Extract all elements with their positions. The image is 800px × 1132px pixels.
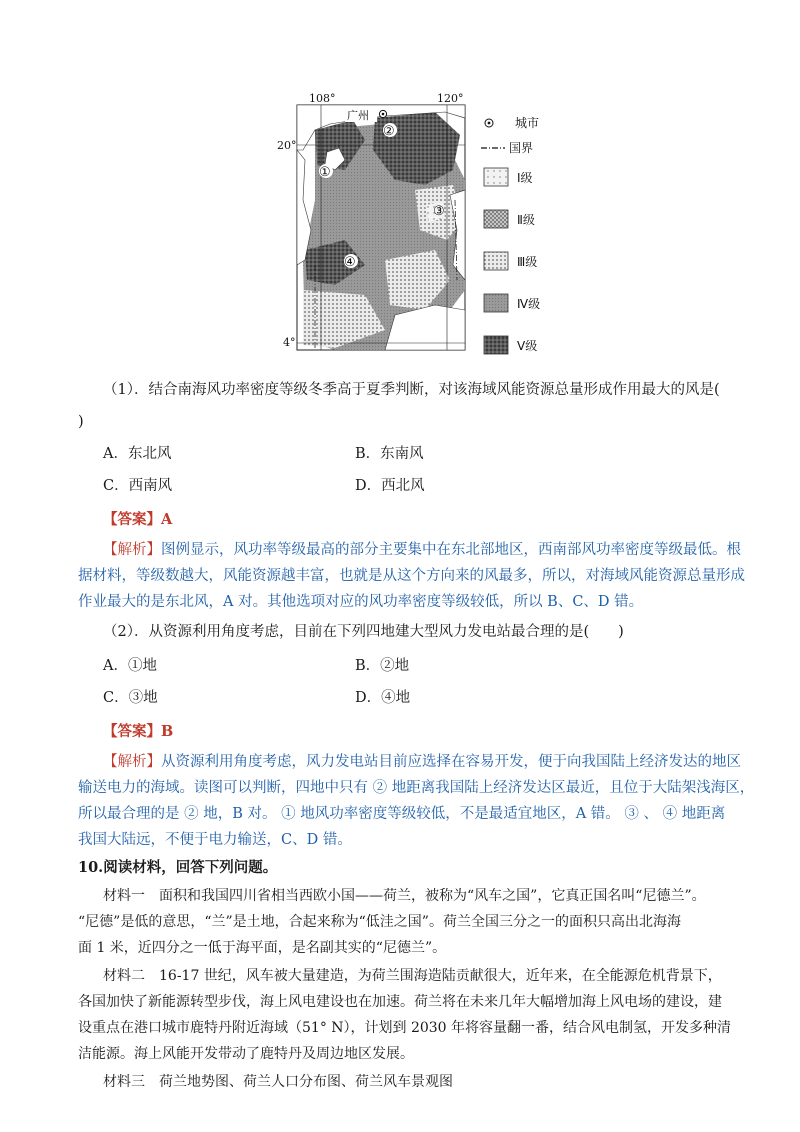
q1-analysis-tag: 【解析】: [103, 542, 161, 558]
q10-material2-line-2: 各国加快了新能源转型步伐，海上风电建设也在加速。荷兰将在未来几年大幅增加海上风电场的建设，建: [78, 994, 722, 1010]
map-svg: [275, 90, 565, 360]
q1-option-a: A．东北风: [103, 446, 172, 462]
q2-option-d: D．④地: [355, 690, 411, 706]
q2-option-c: C．③地: [103, 690, 158, 706]
q10-material1-line-2: “尼德”是低的意思，“兰”是土地，合起来称为“低洼之国”。荷兰全国三分之一的面积只高出北海海: [78, 914, 681, 930]
q10-material3: 材料三 荷兰地势图、荷兰人口分布图、荷兰风车景观图: [103, 1074, 453, 1090]
marker-4: ④: [344, 255, 356, 270]
legend-swatch-level-2: [484, 210, 508, 228]
marker-1: ①: [319, 165, 331, 180]
map-legend: [481, 116, 540, 354]
q1-answer-tag: 【答案】: [103, 511, 161, 528]
q2-analysis-line-4: 我国大陆远，不便于电力输送，C、D 错。: [78, 832, 352, 848]
q1-analysis-line-2: 据材料，等级数越大，风能资源越丰富，也就是从这个方向来的风最多，所以，对海域风能资源总量形成: [78, 568, 745, 584]
marker-2: ②: [383, 124, 395, 139]
q1-option-d: D．西北风: [355, 478, 425, 494]
q1-stem: （1）．结合南海风功率密度等级冬季高于夏季判断，对该海域风能资源总量形成作用最大的风是(: [103, 382, 720, 398]
q10-material1-line-3: 面 1 米，近四分之一低于海平面，是名副其实的“尼德兰”。: [78, 940, 447, 956]
q10-material2-line-4: 洁能源。海上风能开发带动了鹿特丹及周边地区发展。: [78, 1046, 414, 1062]
q1-option-c: C．西南风: [103, 478, 173, 494]
q10-material2-line-3: 设重点在港口城市鹿特丹附近海域（51° N），计划到 2030 年将容量翻一番，结合风电制氢，开发多种清: [78, 1020, 732, 1036]
q2-analysis-tag: 【解析】: [103, 754, 161, 770]
q1-stem-end: ): [78, 414, 84, 430]
q10-material1-line-1: 材料一 面积和我国四川省相当西欧小国——荷兰，被称为“风车之国”，它真正国名叫“尼德兰”。: [103, 888, 706, 904]
lat-label-4: 4°: [283, 336, 296, 349]
legend-label-level-5: Ⅴ级: [517, 339, 538, 353]
legend-label-city: 城市: [515, 116, 540, 130]
q1-analysis-line-1: [103, 540, 741, 560]
q10-title: 10.阅读材料，回答下列问题。: [78, 859, 278, 876]
q2-answer-tag: 【答案】: [103, 723, 161, 740]
q2-option-a: A．①地: [103, 658, 157, 674]
lon-label-108: 108°: [309, 92, 336, 105]
q1-answer-line: [103, 510, 172, 530]
q1-answer: A: [161, 511, 173, 528]
q1-analysis-line-3: 作业最大的是东北风，A 对。其他选项对应的风功率密度等级较低，所以 B、C、D 错。: [78, 594, 644, 610]
legend-label-border: 国界: [509, 141, 534, 155]
legend-swatch-level-4: [484, 294, 508, 312]
lon-label-120: 120°: [437, 92, 464, 105]
q1-option-b: B．东南风: [355, 446, 424, 462]
legend-swatch-level-5: [484, 336, 508, 354]
legend-swatch-level-1: [484, 168, 508, 186]
legend-label-level-3: Ⅲ级: [517, 255, 538, 269]
city-label-guangzhou: 广州: [347, 109, 369, 122]
q1-analysis-text-1: 图例显示，风功率等级最高的部分主要集中在东北部地区，西南部风功率密度等级最低。根: [161, 542, 741, 558]
south-china-sea-wind-map: [275, 90, 565, 360]
q2-answer: B: [161, 723, 174, 740]
q2-answer-line: [103, 722, 173, 742]
q2-analysis-line-2: 输送电力的海域。读图可以判断，四地中只有 ② 地距离我国陆上经济发达区最近，且位于大陆架浅海区，: [78, 780, 755, 796]
legend-swatch-level-3: [484, 252, 508, 270]
q2-option-b: B．②地: [355, 658, 410, 674]
q2-analysis-line-3: 所以最合理的是 ② 地，B 对。 ① 地风功率密度等级较低，不是最适宜地区，A 错。 ③ 、 ④ 地距离: [78, 806, 726, 822]
legend-label-level-1: Ⅰ级: [517, 171, 533, 185]
marker-3: ③: [433, 204, 445, 219]
q2-analysis-line-1: [103, 752, 741, 772]
lat-label-20: 20°: [277, 139, 297, 152]
q2-stem: （2）．从资源利用角度考虑，目前在下列四地建大型风力发电站最合理的是( ): [103, 624, 624, 640]
q10-material2-line-1: 材料二 16-17 世纪，风车被大量建造，为荷兰围海造陆贡献很大，近年来，在全能源危机背景下，: [103, 968, 722, 984]
legend-label-level-4: Ⅳ级: [517, 297, 541, 311]
legend-label-level-2: Ⅱ级: [517, 213, 535, 227]
q2-analysis-text-1: 从资源利用角度考虑，风力发电站目前应选择在容易开发，便于向我国陆上经济发达的地区: [161, 754, 741, 770]
